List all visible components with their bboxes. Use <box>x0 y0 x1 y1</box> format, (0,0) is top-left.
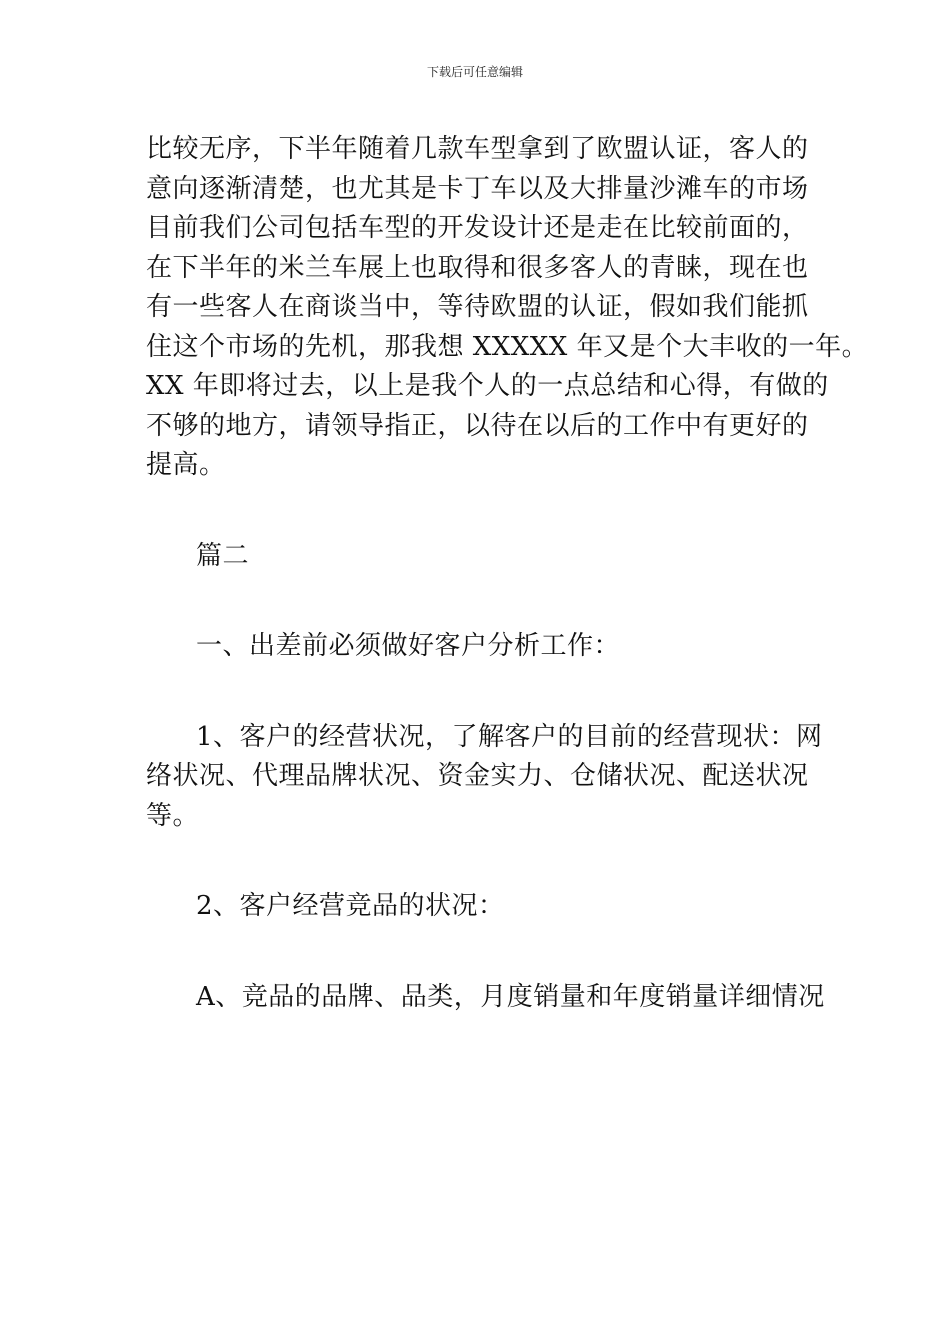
section-title: 篇二 <box>196 540 250 571</box>
paragraph-item-2: 2、客户经营竞品的状况： <box>196 891 505 921</box>
text-line: 比较无序，下半年随着几款车型拿到了欧盟认证，客人的 <box>146 134 809 164</box>
text-line: 提高。 <box>146 450 226 480</box>
text-line: 1、客户的经营状况，了解客户的目前的经营现状：网 <box>196 721 823 752</box>
paragraph-item-a: A、竞品的品牌、品类，月度销量和年度销量详细情况 <box>196 981 825 1012</box>
text-line: XX 年即将过去，以上是我个人的一点总结和心得，有做的 <box>146 371 829 401</box>
paragraph-item-1 <box>146 718 826 837</box>
heading-client-analysis: 一、出差前必须做好客户分析工作： <box>196 631 621 661</box>
page-header: 下载后可任意编辑 <box>426 65 523 79</box>
text-line: 络状况、代理品牌状况、资金实力、仓储状况、配送状况 <box>146 761 809 791</box>
text-line: 住这个市场的先机，那我想 XXXXX 年又是个大丰收的一年。 <box>146 331 869 362</box>
text-line: 有一些客人在商谈当中，等待欧盟的认证，假如我们能抓 <box>146 292 809 322</box>
text-line: 在下半年的米兰车展上也取得和很多客人的青睐，现在也 <box>146 252 809 283</box>
paragraph-summary <box>146 130 869 486</box>
text-line: 等。 <box>146 800 200 831</box>
text-line: 不够的地方，请领导指正，以待在以后的工作中有更好的 <box>146 410 809 441</box>
text-line: 意向逐渐清楚，也尤其是卡丁车以及大排量沙滩车的市场 <box>146 173 809 204</box>
document-body <box>146 130 869 1017</box>
text-line: 目前我们公司包括车型的开发设计还是走在比较前面的， <box>146 213 809 243</box>
